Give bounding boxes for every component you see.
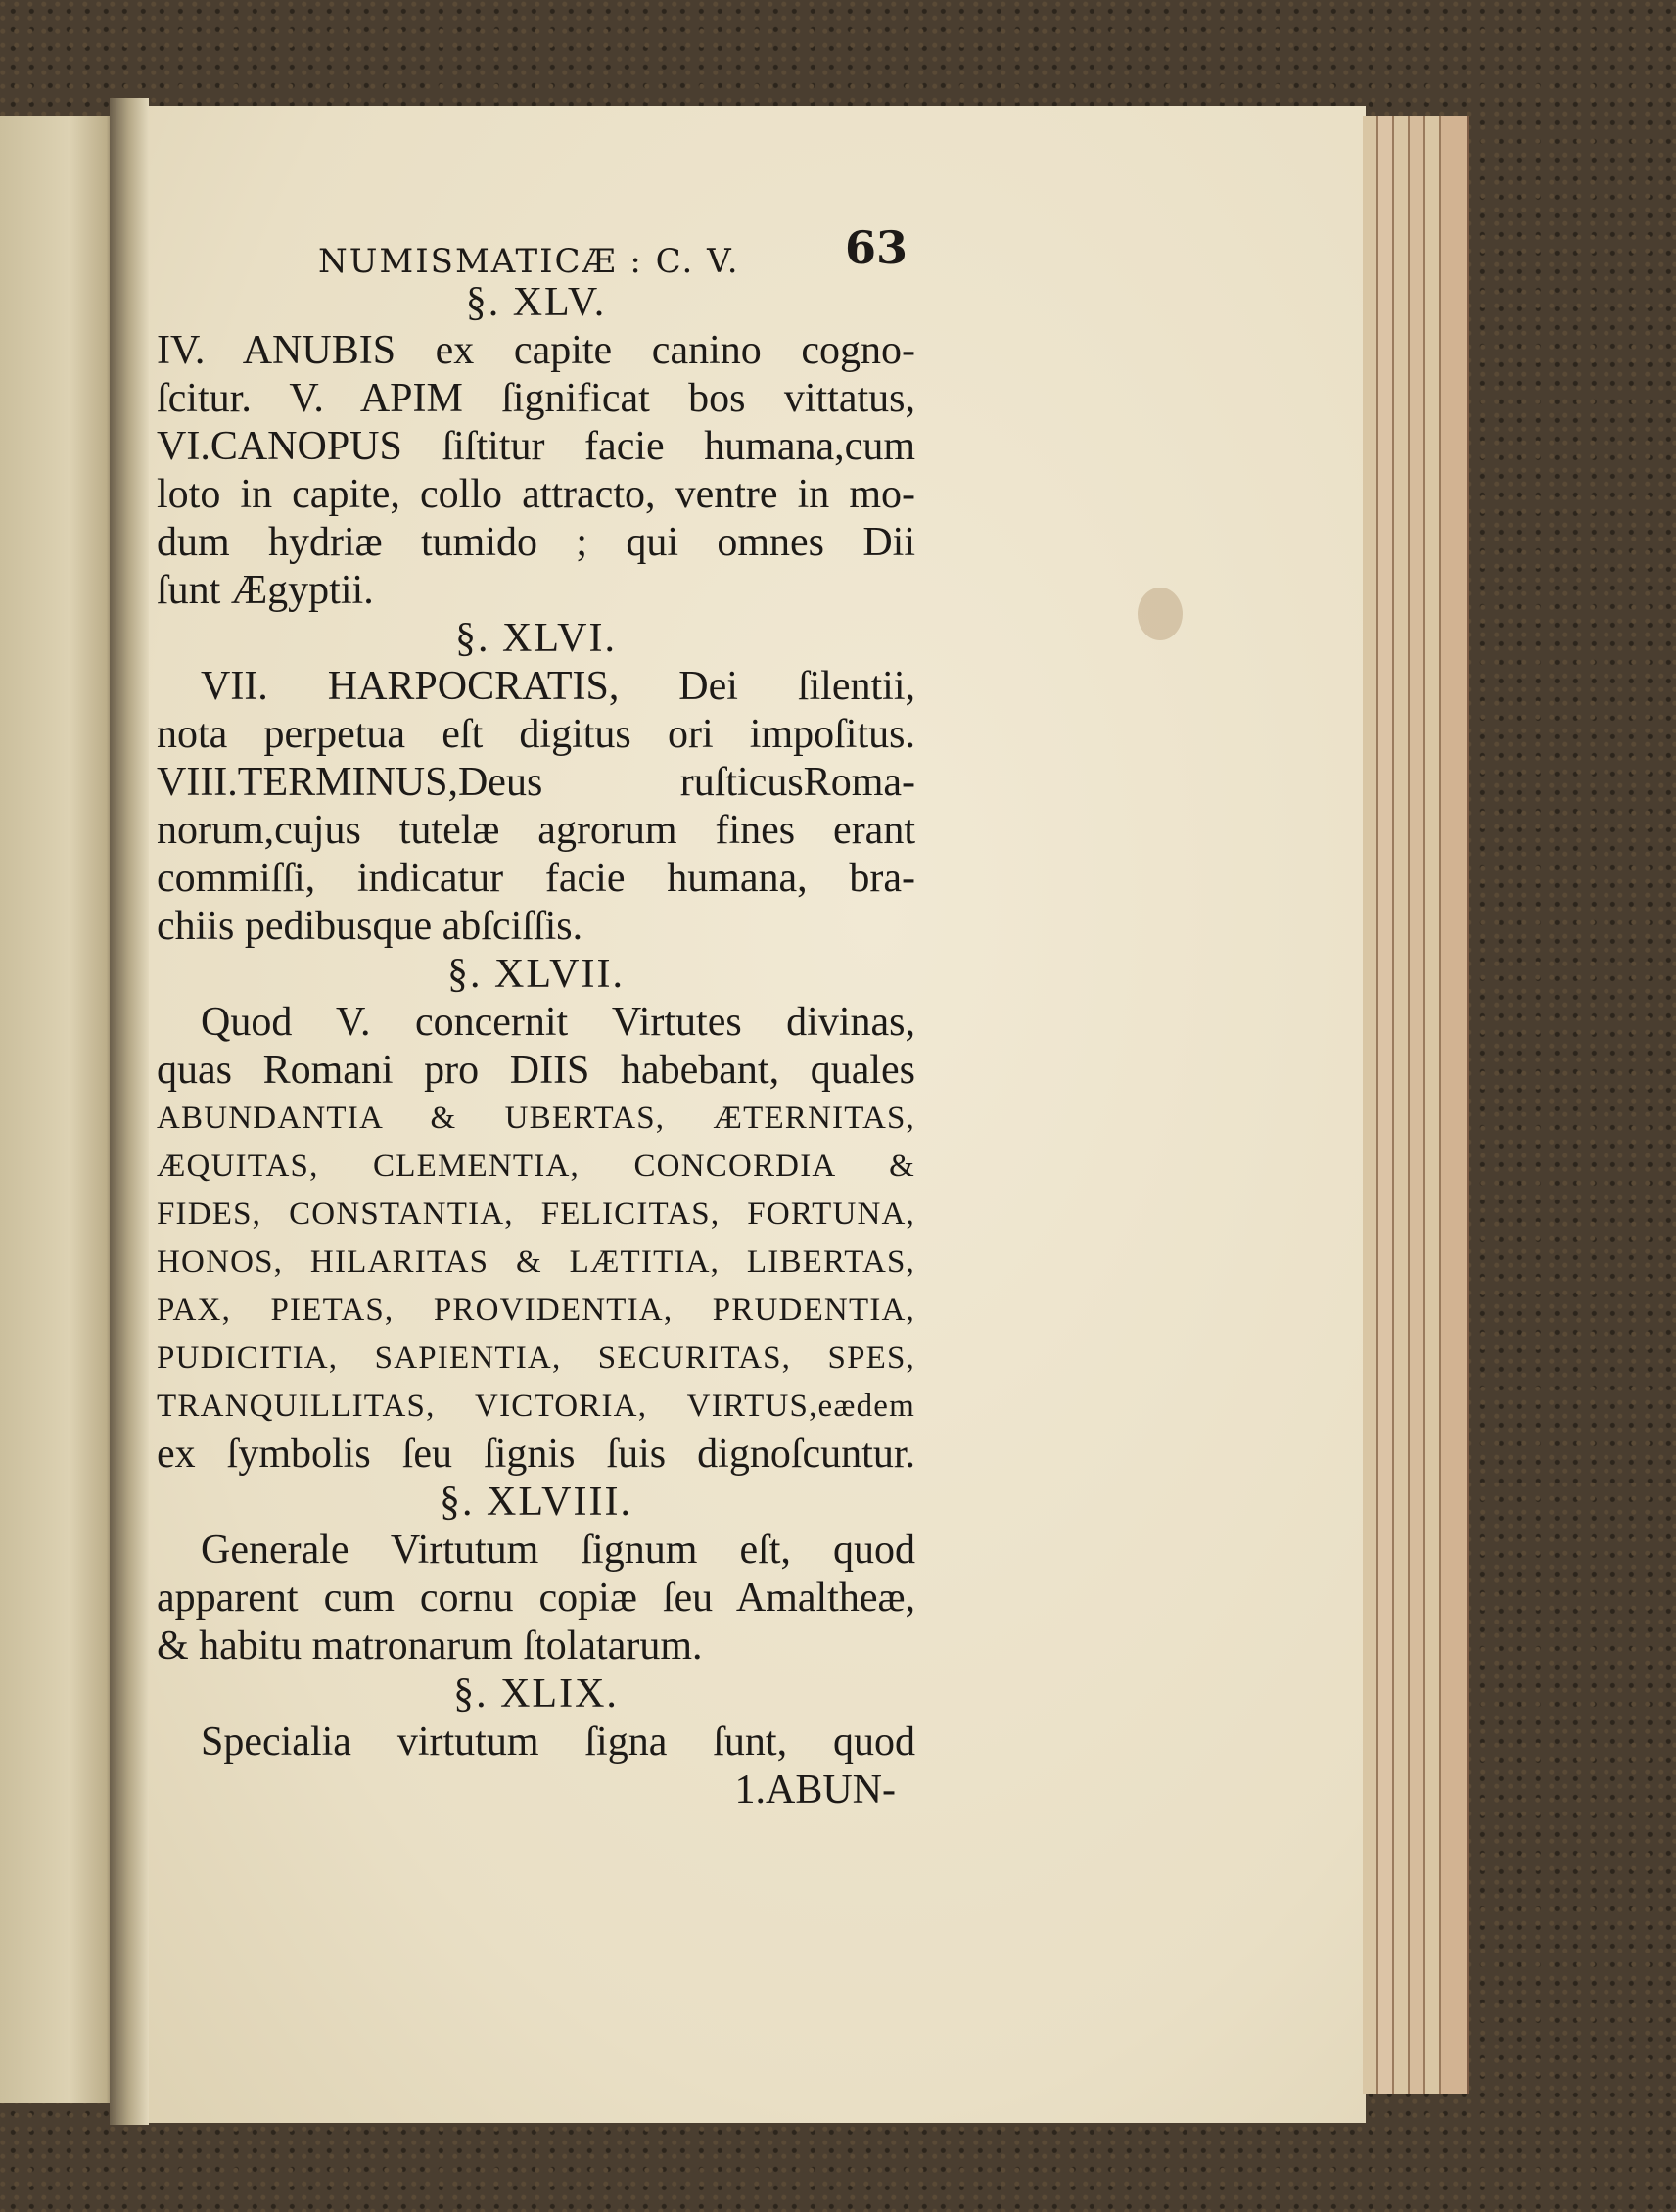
- section-heading: §. XLVII.: [447, 952, 625, 997]
- paper-stain: [1138, 588, 1183, 640]
- text-line: & habitu matronarum ſtolatarum.: [157, 1624, 703, 1669]
- text-line: ABUNDANTIA & UBERTAS, ÆTERNITAS,: [157, 1101, 915, 1136]
- text-line: FIDES, CONSTANTIA, FELICITAS, FORTUNA,: [157, 1197, 915, 1232]
- page-edge: [1441, 116, 1469, 2094]
- section-heading: §. XLVIII.: [440, 1480, 632, 1525]
- text-line: norum,cujus tutelæ agrorum fines erant: [157, 808, 915, 853]
- page-edge: [1378, 116, 1394, 2094]
- text-line: Specialia virtutum ſigna ſunt, quod: [201, 1719, 915, 1765]
- page-edge: [1394, 116, 1410, 2094]
- text-line: Quod V. concernit Virtutes divinas,: [201, 1000, 915, 1045]
- text-line: dum hydriæ tumido ; qui omnes Dii: [157, 520, 915, 565]
- page-header: [157, 220, 915, 279]
- text-line: VII. HARPOCRATIS, Dei ſilentii,: [201, 664, 915, 709]
- section-heading: §. XLVI.: [455, 616, 617, 661]
- text-line: quas Romani pro DIIS habebant, quales: [157, 1048, 915, 1093]
- text-line: nota perpetua eſt digitus ori impoſitus.: [157, 712, 915, 757]
- text-line: ſunt Ægyptii.: [157, 568, 374, 613]
- page-edge: [1363, 116, 1378, 2094]
- text-line: HONOS, HILARITAS & LÆTITIA, LIBERTAS,: [157, 1245, 915, 1280]
- text-line: ex ſymbolis ſeu ſignis ſuis dignoſcuntur.: [157, 1432, 915, 1477]
- text-line: IV. ANUBIS ex capite canino cogno-: [157, 328, 915, 373]
- section-heading: §. XLV.: [465, 280, 607, 325]
- section-heading: §. XLIX.: [453, 1671, 619, 1717]
- text-line: ÆQUITAS, CLEMENTIA, CONCORDIA &: [157, 1149, 915, 1184]
- left-page-edge: [0, 116, 116, 2103]
- text-line: apparent cum cornu copiæ ſeu Amaltheæ,: [157, 1576, 915, 1621]
- running-title: NUMISMATICÆ : C. V.: [318, 242, 740, 281]
- page-edge: [1410, 116, 1425, 2094]
- text-line: PAX, PIETAS, PROVIDENTIA, PRUDENTIA,: [157, 1293, 915, 1328]
- page-edge: [1425, 116, 1441, 2094]
- text-line: PUDICITIA, SAPIENTIA, SECURITAS, SPES,: [157, 1341, 915, 1376]
- catchword: 1.ABUN-: [734, 1767, 896, 1812]
- page-number: 63: [844, 221, 908, 274]
- text-line: VI.CANOPUS ſiſtitur facie humana,cum: [157, 424, 915, 469]
- text-line: chiis pedibusque abſciſſis.: [157, 904, 583, 949]
- page-text: [157, 220, 915, 1814]
- text-line: ſcitur. V. APIM ſignificat bos vittatus,: [157, 376, 915, 421]
- text-line: VIII.TERMINUS,Deus ruſticusRoma-: [157, 760, 915, 805]
- text-line: loto in capite, collo attracto, ventre in mo-: [157, 472, 915, 517]
- text-line: commiſſi, indicatur facie humana, bra-: [157, 856, 915, 901]
- book-gutter: [110, 98, 149, 2125]
- text-line: Generale Virtutum ſignum eſt, quod: [201, 1528, 915, 1573]
- text-line: TRANQUILLITAS, VICTORIA, VIRTUS,eædem: [157, 1388, 915, 1424]
